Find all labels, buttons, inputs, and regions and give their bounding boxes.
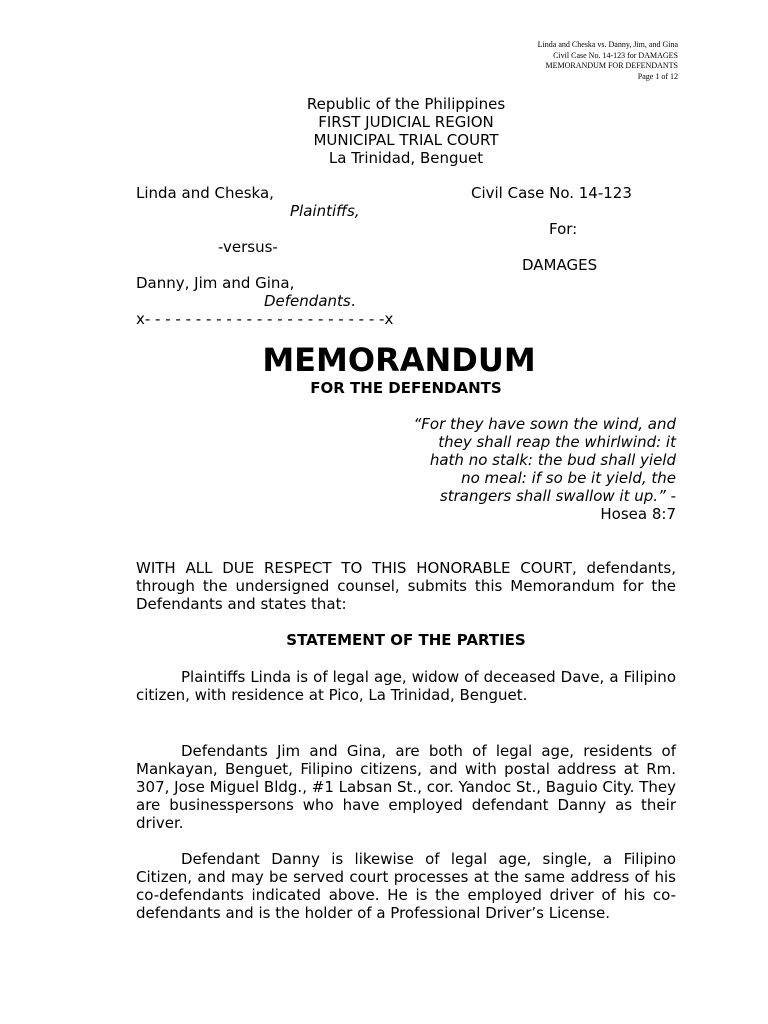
epigraph-source: - Hosea 8:7 — [600, 487, 676, 523]
versus-label: -versus- — [218, 238, 278, 256]
paragraph-defendants-jim-gina: Defendants Jim and Gina, are both of legal age, residents of Mankayan, Benguet, Filipino citizens, and with postal address at Rm. 307, Jose Miguel Bldg., #1 Labsan St., cor. Yandoc St., Baguio City. They are businesspersons who have employed defendant Danny as their driver. — [136, 742, 676, 832]
defendants-label: Defendants — [264, 292, 351, 310]
header-case-number: Civil Case No. 14-123 for DAMAGES — [553, 50, 678, 60]
plaintiffs-names: Linda and Cheska, — [136, 184, 274, 202]
defendants-period: . — [350, 292, 356, 310]
header-page-number: Page 1 of 12 — [637, 71, 678, 81]
court-location: La Trinidad, Benguet — [328, 149, 484, 167]
defendants-names: Danny, Jim and Gina, — [136, 274, 295, 292]
document-title: MEMORANDUM — [262, 341, 536, 379]
paragraph-plaintiffs: Plaintiffs Linda is of legal age, widow of deceased Dave, a Filipino citizen, with residence at Pico, La Trinidad, Benguet. — [136, 668, 676, 704]
caption-divider: x- - - - - - - - - - - - - - - - - - - - - - - -x — [136, 310, 394, 328]
court-heading — [0, 95, 768, 167]
intro-paragraph: WITH ALL DUE RESPECT TO THIS HONORABLE COURT, defendants, through the undersigned counsel, submits this Memorandum for the Defendants and states that: — [136, 559, 676, 613]
defendants-label-line — [264, 292, 356, 310]
case-number: Civil Case No. 14-123 — [471, 184, 632, 202]
header-parties: Linda and Cheska vs. Danny, Jim, and Gina — [537, 40, 678, 49]
epigraph-text: “For they have sown the wind, and they shall reap the whirlwind: it hath no stalk: the bud shall yield no meal: if so be it yield, the strangers shall swallow it up.” — [413, 415, 676, 505]
case-type: DAMAGES — [522, 256, 598, 274]
epigraph — [410, 415, 676, 523]
section-heading: STATEMENT OF THE PARTIES — [286, 631, 526, 649]
court-republic: Republic of the Philippines — [306, 95, 506, 113]
plaintiffs-label: Plaintiffs, — [290, 202, 360, 220]
document-subtitle: FOR THE DEFENDANTS — [310, 379, 502, 397]
for-label: For: — [549, 220, 578, 238]
running-header — [538, 40, 678, 82]
court-name: MUNICIPAL TRIAL COURT — [313, 131, 499, 149]
court-region: FIRST JUDICIAL REGION — [318, 113, 494, 131]
paragraph-defendant-danny: Defendant Danny is likewise of legal age, single, a Filipino Citizen, and may be served court processes at the same address of his co-defendants indicated above. He is the employed driver of his co-defendants and is the holder of a Professional Driver’s License. — [136, 850, 676, 922]
header-document-type: MEMORANDUM FOR DEFENDANTS — [545, 61, 678, 70]
